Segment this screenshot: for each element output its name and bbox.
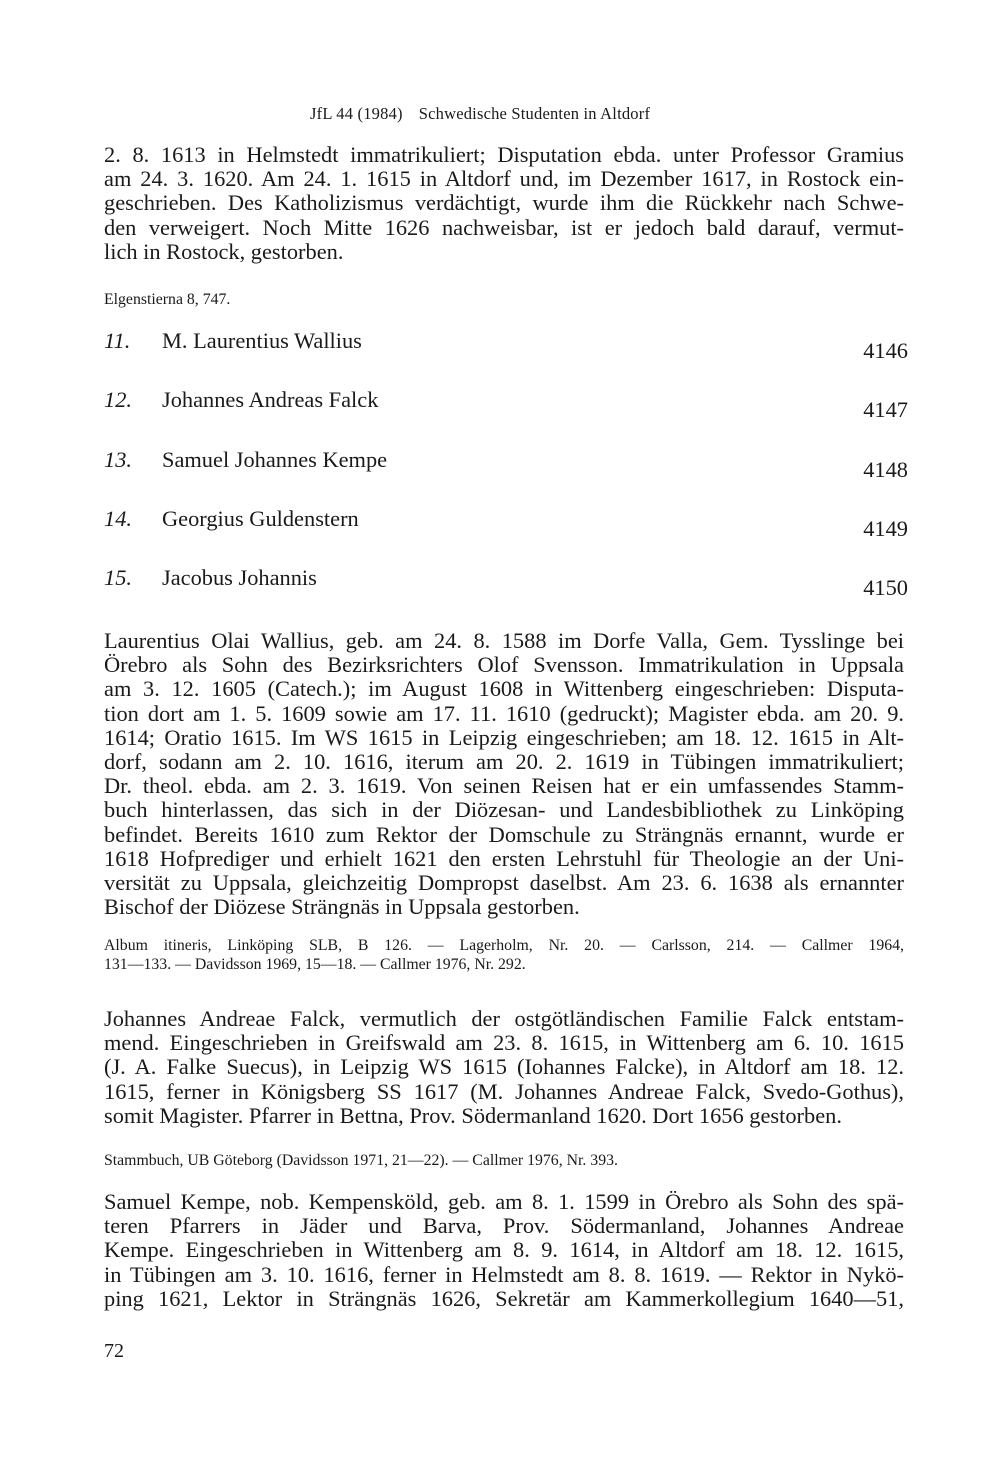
page-number: 72 — [104, 1340, 124, 1362]
entry-row — [104, 328, 908, 363]
text-line: am 24. 3. 1620. Am 24. 1. 1615 in Altdorf und, im Dezember 1617, in Rostock ein- — [104, 166, 904, 192]
text-line: den verweigert. Noch Mitte 1626 nachweisbar, ist er jedoch bald darauf, vermut- — [104, 214, 904, 240]
entry-code: 4149 — [863, 516, 908, 541]
entry-number: 13. — [104, 447, 132, 472]
text-line: Kempe. Eingeschrieben in Wittenberg am 8. 9. 1614, in Altdorf am 18. 12. 1615, — [104, 1237, 904, 1263]
text-line: Laurentius Olai Wallius, geb. am 24. 8. 1588 im Dorfe Valla, Gem. Tysslinge bei — [104, 628, 904, 653]
entry-name: Georgius Guldenstern — [162, 506, 359, 531]
kempe-paragraph — [104, 1190, 904, 1311]
text-line: teren Pfarrers in Jäder und Barva, Prov. Södermanland, Johannes Andreae — [104, 1213, 904, 1239]
text-line: 2. 8. 1613 in Helmstedt immatrikuliert; Disputation ebda. unter Professor Gramius — [104, 142, 904, 167]
entry-name: Johannes Andreas Falck — [162, 387, 379, 412]
text-line: Örebro als Sohn des Bezirksrichters Olof Svensson. Immatrikulation in Uppsala — [104, 652, 904, 678]
text-line: geschrieben. Des Katholizismus verdächtigt, wurde ihm die Rückkehr nach Schwe- — [104, 190, 904, 216]
entry-code: 4148 — [863, 457, 908, 482]
entry-code: 4150 — [863, 575, 908, 600]
text-line: Bischof der Diözese Strängnäs in Uppsala gestorben. — [104, 894, 580, 920]
text-line: versität zu Uppsala, gleichzeitig Dompropst daselbst. Am 23. 6. 1638 als ernannter — [104, 870, 904, 896]
entry-code: 4146 — [863, 338, 908, 363]
reference-line: Album itineris, Linköping SLB, B 126. — Lagerholm, Nr. 20. — Carlsson, 214. — Callmer 1964, — [104, 937, 904, 954]
text-line: ping 1621, Lektor in Strängnäs 1626, Sekretär am Kammerkollegium 1640—51, — [104, 1285, 904, 1311]
entry-row — [104, 387, 908, 422]
text-line: Johannes Andreae Falck, vermutlich der ostgötländischen Familie Falck entstam- — [104, 1006, 904, 1031]
entry-number: 14. — [104, 506, 132, 531]
text-line: dorf, sodann am 2. 10. 1616, iterum am 20. 2. 1619 in Tübingen immatrikuliert; — [104, 749, 904, 775]
text-line: 1615, ferner in Königsberg SS 1617 (M. Johannes Andreae Falck, Svedo-Gothus), — [104, 1078, 904, 1104]
entry-row — [104, 447, 908, 482]
falck-paragraph — [104, 1007, 904, 1128]
intro-paragraph — [104, 143, 904, 264]
text-line: (J. A. Falke Suecus), in Leipzig WS 1615 (Iohannes Falcke), in Altdorf am 18. 12. — [104, 1054, 904, 1080]
text-line: Samuel Kempe, nob. Kempensköld, geb. am 8. 1. 1599 in Örebro als Sohn des spä- — [104, 1189, 904, 1214]
entry-row — [104, 565, 908, 600]
wallius-references — [104, 936, 904, 974]
text-line: in Tübingen am 3. 10. 1616, ferner in Helmstedt am 8. 8. 1619. — Rektor in Nykö- — [104, 1261, 904, 1287]
entry-number: 11. — [104, 328, 131, 353]
text-line: befindet. Bereits 1610 zum Rektor der Domschule zu Strängnäs ernannt, wurde er — [104, 821, 904, 847]
entry-code: 4147 — [863, 397, 908, 422]
running-header — [310, 104, 650, 124]
wallius-paragraph — [104, 629, 904, 919]
entry-name: Samuel Johannes Kempe — [162, 447, 388, 472]
falck-reference: Stammbuch, UB Göteborg (Davidsson 1971, 21—22). — Callmer 1976, Nr. 393. — [104, 1152, 618, 1169]
text-line: buch hinterlassen, das sich in der Diözesan- und Landesbibliothek zu Linköping — [104, 797, 904, 823]
intro-reference: Elgenstierna 8, 747. — [104, 291, 231, 308]
entry-row — [104, 506, 908, 541]
text-line: Dr. theol. ebda. am 2. 3. 1619. Von seinen Reisen hat er ein umfassendes Stamm- — [104, 773, 904, 799]
text-line: 1618 Hofprediger und erhielt 1621 den ersten Lehrstuhl für Theologie an der Uni- — [104, 845, 904, 871]
entry-number: 15. — [104, 565, 132, 590]
entry-name: M. Laurentius Wallius — [162, 328, 362, 353]
journal-reference: JfL 44 (1984) — [310, 104, 403, 123]
text-line: somit Magister. Pfarrer in Bettna, Prov. Södermanland 1620. Dort 1656 gestorben. — [104, 1102, 842, 1128]
text-line: lich in Rostock, gestorben. — [104, 238, 344, 264]
text-line: tion dort am 1. 5. 1609 sowie am 17. 11. 1610 (gedruckt); Magister ebda. am 20. 9. — [104, 700, 904, 726]
entry-name: Jacobus Johannis — [162, 565, 317, 590]
article-title: Schwedische Studenten in Altdorf — [418, 104, 651, 123]
reference-line: 131—133. — Davidsson 1969, 15—18. — Callmer 1976, Nr. 292. — [104, 956, 526, 973]
text-line: am 3. 12. 1605 (Catech.); im August 1608 in Wittenberg eingeschrieben: Disputa- — [104, 676, 904, 702]
entry-number: 12. — [104, 387, 132, 412]
text-line: 1614; Oratio 1615. Im WS 1615 in Leipzig eingeschrieben; am 18. 12. 1615 in Alt- — [104, 724, 904, 750]
text-line: mend. Eingeschrieben in Greifswald am 23. 8. 1615, in Wittenberg am 6. 10. 1615 — [104, 1030, 904, 1056]
